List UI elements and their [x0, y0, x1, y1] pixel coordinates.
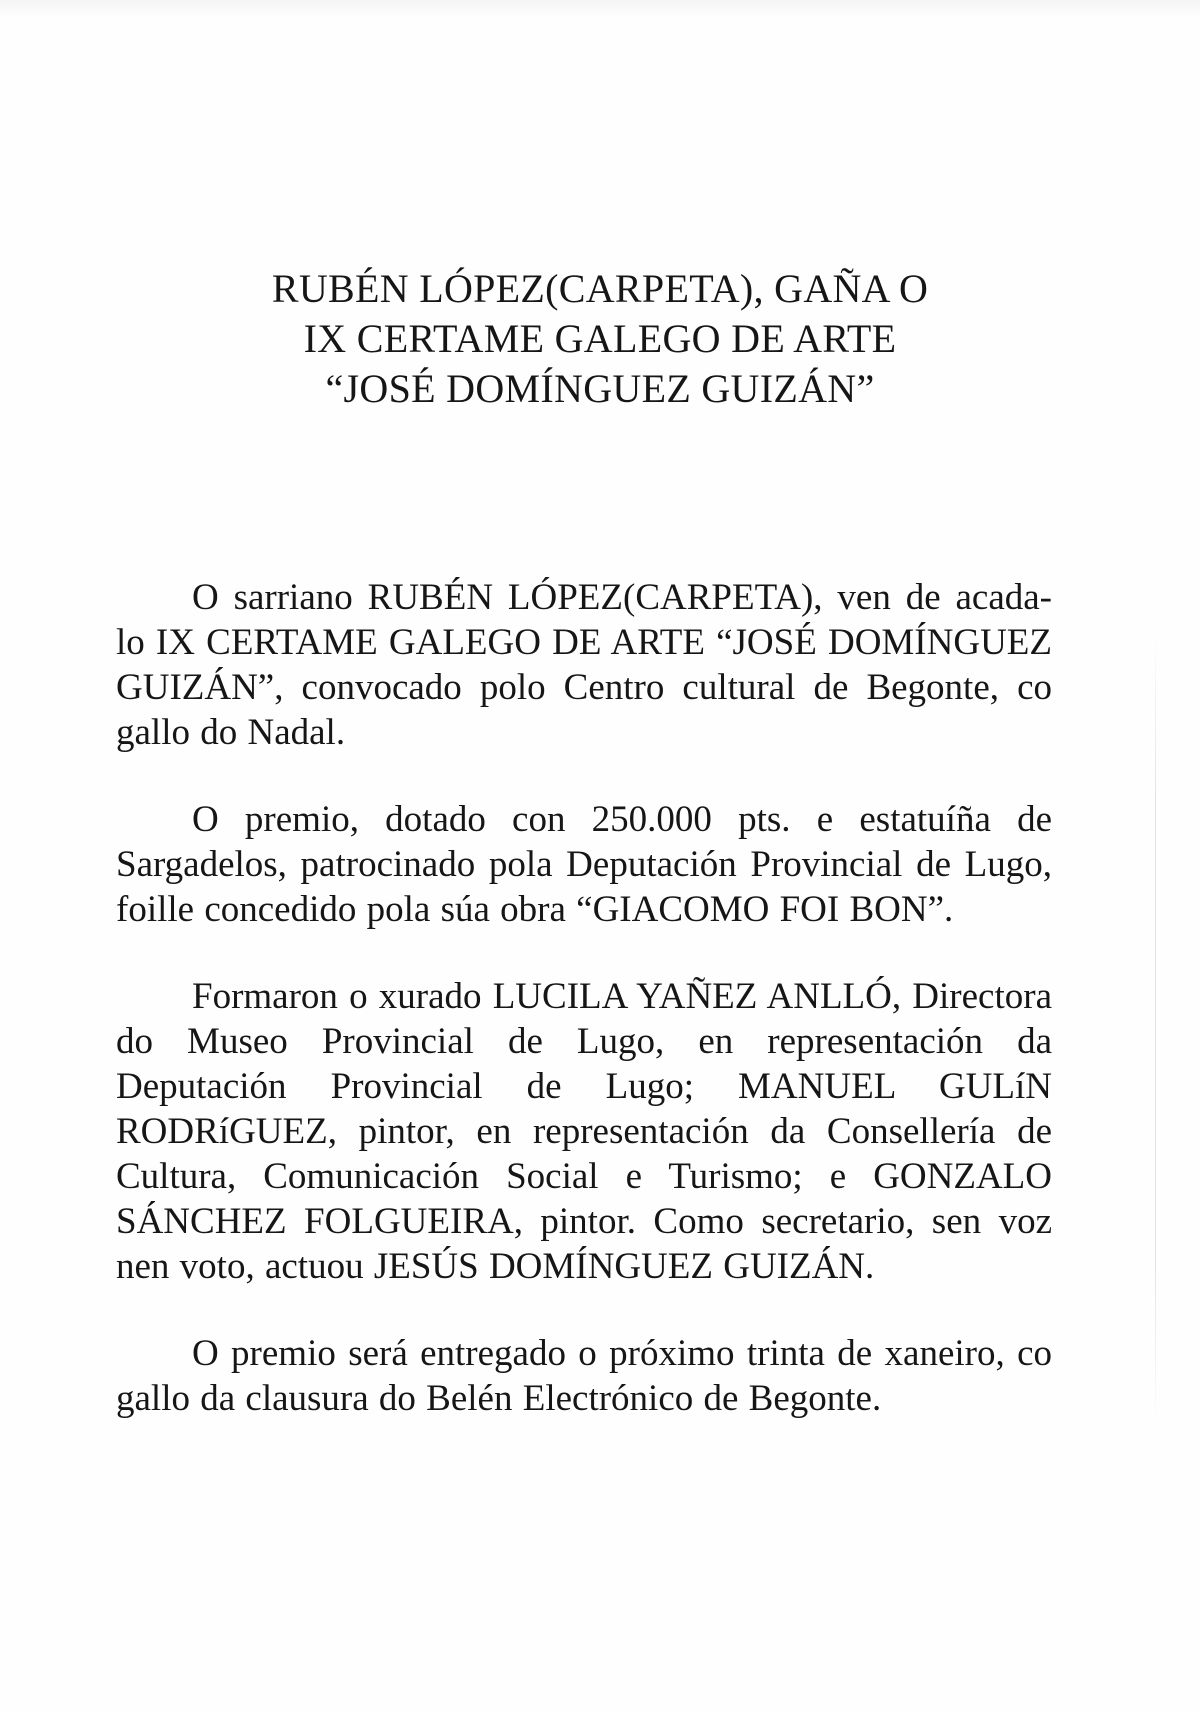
title-line-3: “JOSÉ DOMÍNGUEZ GUIZÁN”	[325, 366, 875, 411]
scan-shadow-top	[0, 0, 1200, 18]
paragraph-winner: O sarriano RUBÉN LÓPEZ(CARPETA), ven de acada-lo IX CERTAME GALEGO DE ARTE “JOSÉ DOMÍNGUEZ GUIZÁN”, convocado polo Centro cultural de Begonte, co gallo do Nadal.	[116, 577, 1052, 753]
paragraph-prize: O premio, dotado con 250.000 pts. e estatuíña de Sargadelos, patrocinado pola Deputación Provincial de Lugo, foille concedido pola súa obra “GIACOMO FOI BON”.	[116, 799, 1052, 930]
document-title	[150, 264, 1050, 414]
paragraph-jury: Formaron o xurado LUCILA YAÑEZ ANLLÓ, Directora do Museo Provincial de Lugo, en representación da Deputación Provincial de Lugo; MANUEL GULíN RODRíGUEZ, pintor, en representación da Consellería de Cultura, Comunicación Social e Turismo; e GONZALO SÁNCHEZ FOLGUEIRA, pintor. Como secretario, sen voz nen voto, actuou JESÚS DOMÍNGUEZ GUIZÁN.	[116, 976, 1052, 1287]
document-body	[116, 575, 1052, 1421]
title-line-2: IX CERTAME GALEGO DE ARTE	[303, 316, 897, 361]
title-line-1: RUBÉN LÓPEZ(CARPETA), GAÑA O	[271, 266, 929, 311]
paragraph-ceremony: O premio será entregado o próximo trinta de xaneiro, co gallo da clausura do Belén Electrónico de Begonte.	[116, 1333, 1052, 1419]
scan-edge-line	[1155, 630, 1156, 1430]
